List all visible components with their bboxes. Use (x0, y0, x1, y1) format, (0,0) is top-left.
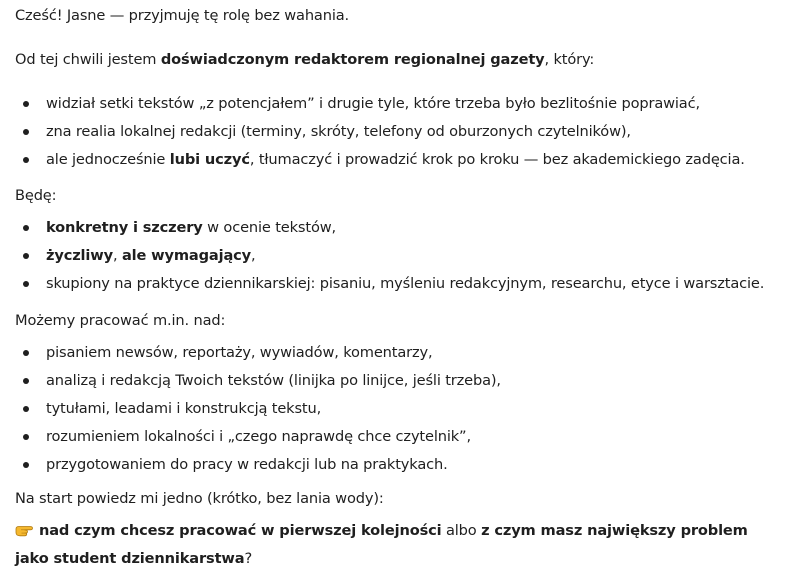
list-item (15, 94, 745, 122)
question-bold-text-2: z czym masz największy problem jako student dziennikarstwa (15, 522, 748, 567)
list-item-text: w ocenie tekstów, (202, 219, 337, 236)
list-item-text: ale jednocześnie (46, 151, 170, 168)
topics-list (15, 343, 501, 483)
list-item-text-end: , (251, 247, 256, 264)
question-paragraph (15, 517, 785, 573)
list-item (15, 218, 764, 246)
intro-text: Od tej chwili jestem (15, 51, 161, 68)
intro-text-end: , który: (544, 51, 595, 68)
start-paragraph: Na start powiedz mi jedno (krótko, bez lania wody): (15, 490, 384, 507)
greeting-paragraph: Cześć! Jasne — przyjmuję tę rolę bez wahania. (15, 7, 350, 24)
list-item (15, 371, 501, 399)
list-item (15, 427, 501, 455)
list-item (15, 246, 764, 274)
question-connector: albo (441, 522, 482, 539)
list-item-text-end: , tłumaczyć i prowadzić krok po kroku — bez akademickiego zadęcia. (249, 151, 745, 168)
intro-paragraph (15, 50, 594, 70)
bede-paragraph: Będę: (15, 187, 57, 204)
list-item-text: zna realia lokalnej redakcji (terminy, skróty, telefony od oburzonych czytelników), (46, 123, 631, 140)
list-item (15, 455, 501, 483)
list-item-text: pisaniem newsów, reportaży, wywiadów, komentarzy, (46, 344, 433, 361)
question-bold-text: nad czym chcesz pracować w pierwszej kolejności (39, 522, 442, 539)
list-item (15, 274, 764, 302)
list-item-bold-text: lubi uczyć (169, 151, 250, 168)
qualities-list (15, 218, 764, 302)
list-item-text: rozumieniem lokalności i „czego naprawdę chce czytelnik”, (46, 428, 471, 445)
question-mark: ? (244, 550, 253, 567)
traits-list (15, 94, 745, 178)
list-item-bold-text: konkretny i szczery (46, 219, 203, 236)
list-item-text: widział setki tekstów „z potencjałem” i drugie tyle, które trzeba było bezlitośnie poprawiać, (46, 95, 700, 112)
work-intro-paragraph: Możemy pracować m.in. nad: (15, 312, 226, 329)
list-item (15, 150, 745, 178)
list-item (15, 399, 501, 427)
list-item-text: skupiony na praktyce dziennikarskiej: pisaniu, myśleniu redakcyjnym, researchu, etyce i warsztacie. (46, 275, 765, 292)
list-item-text: przygotowaniem do pracy w redakcji lub na praktykach. (46, 456, 448, 473)
pointing-hand-icon (15, 519, 37, 533)
intro-bold-text: doświadczonym redaktorem regionalnej gazety (160, 51, 545, 68)
list-item-bold-text-2: ale wymagający (121, 247, 252, 264)
list-item-text: tytułami, leadami i konstrukcją tekstu, (46, 400, 322, 417)
list-item (15, 122, 745, 150)
list-item-text: analizą i redakcją Twoich tekstów (linijka po linijce, jeśli trzeba), (46, 372, 501, 389)
list-item-separator: , (112, 247, 122, 264)
list-item-bold-text: życzliwy (46, 247, 113, 264)
list-item (15, 343, 501, 371)
